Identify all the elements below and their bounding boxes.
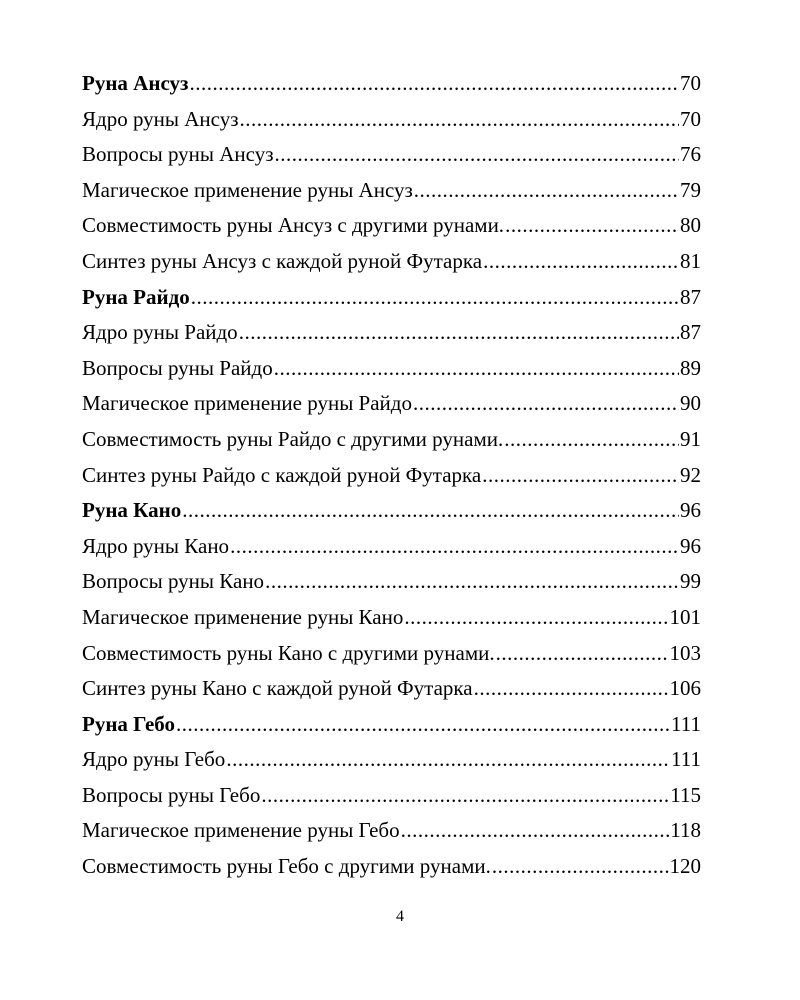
toc-entry[interactable] [82, 315, 701, 351]
dot-leader [176, 707, 670, 743]
toc-entry-title: Совместимость руны Кано с другими рунами. [82, 640, 495, 665]
toc-entry-page: 70 [680, 71, 701, 95]
dot-leader [274, 351, 679, 387]
toc-entry-page: 111 [671, 711, 701, 736]
toc-entry-title: Вопросы руны Гебо [82, 782, 261, 807]
toc-entry-page: 76 [680, 142, 701, 167]
dot-leader [265, 564, 679, 600]
toc-entry[interactable] [82, 600, 701, 636]
dot-leader [474, 671, 669, 707]
toc-entry[interactable] [82, 778, 701, 814]
dot-leader [505, 208, 679, 244]
toc-entry-title: Руна Гебо [82, 711, 175, 736]
toc-entry-page: 99 [680, 569, 701, 594]
toc-entry-title: Совместимость руны Гебо с другими рунами. [82, 854, 491, 879]
toc-entry-page: 79 [680, 177, 701, 202]
toc-entry[interactable] [82, 813, 701, 849]
toc-entry-page: 120 [669, 854, 701, 879]
toc-entry[interactable] [82, 742, 701, 778]
toc-entry-title: Синтез руны Ансуз с каждой руной Футарка [82, 248, 483, 273]
toc-entry[interactable] [82, 636, 701, 672]
toc-entry[interactable] [82, 102, 701, 138]
dot-leader [226, 742, 670, 778]
toc-entry-page: 96 [680, 533, 701, 558]
toc-entry-page: 115 [670, 782, 701, 807]
dot-leader [401, 813, 670, 849]
toc-entry-title: Совместимость руны Ансуз с другими рунами. [82, 213, 505, 238]
table-of-contents [82, 66, 701, 885]
dot-leader [189, 66, 679, 102]
toc-entry[interactable] [82, 244, 701, 280]
toc-entry-title: Ядро руны Райдо [82, 320, 238, 345]
toc-entry[interactable] [82, 208, 701, 244]
toc-entry[interactable] [82, 529, 701, 565]
toc-section-heading[interactable] [82, 493, 701, 529]
toc-entry-title: Синтез руны Кано с каждой руной Футарка [82, 676, 473, 701]
toc-entry-title: Магическое применение руны Кано [82, 604, 404, 629]
toc-entry-title: Вопросы руны Ансуз [82, 142, 274, 167]
toc-entry-title: Руна Кано [82, 498, 182, 523]
toc-entry-page: 87 [680, 284, 701, 309]
toc-entry-page: 111 [671, 747, 701, 772]
toc-entry-title: Совместимость руны Райдо с другими рунами. [82, 426, 504, 451]
dot-leader [182, 493, 679, 529]
toc-entry[interactable] [82, 137, 701, 173]
toc-entry-page: 106 [669, 676, 701, 701]
dot-leader [496, 636, 669, 672]
dot-leader [230, 529, 679, 565]
dot-leader [504, 422, 679, 458]
dot-leader [483, 244, 679, 280]
toc-entry[interactable] [82, 386, 701, 422]
toc-entry[interactable] [82, 458, 701, 494]
toc-entry-page: 92 [680, 462, 701, 487]
toc-entry-title: Вопросы руны Кано [82, 569, 265, 594]
dot-leader [191, 280, 679, 316]
toc-entry-page: 87 [680, 320, 701, 345]
toc-entry-page: 96 [680, 498, 701, 523]
toc-entry[interactable] [82, 173, 701, 209]
toc-entry[interactable] [82, 351, 701, 387]
toc-entry-page: 118 [670, 818, 701, 843]
toc-section-heading[interactable] [82, 280, 701, 316]
toc-entry-page: 91 [680, 426, 701, 451]
toc-entry[interactable] [82, 564, 701, 600]
toc-section-heading[interactable] [82, 707, 701, 743]
toc-entry-page: 80 [680, 213, 701, 238]
dot-leader [414, 173, 679, 209]
toc-entry-title: Руна Ансуз [82, 71, 189, 95]
toc-entry-page: 90 [680, 391, 701, 416]
toc-entry-page: 70 [680, 106, 701, 131]
toc-entry-page: 103 [669, 640, 701, 665]
dot-leader [239, 315, 679, 351]
toc-entry[interactable] [82, 422, 701, 458]
dot-leader [275, 137, 679, 173]
dot-leader [404, 600, 668, 636]
toc-entry[interactable] [82, 671, 701, 707]
toc-entry[interactable] [82, 849, 701, 885]
toc-entry-page: 81 [680, 248, 701, 273]
toc-section-heading[interactable] [82, 66, 701, 102]
toc-entry-page: 89 [680, 355, 701, 380]
dot-leader [261, 778, 669, 814]
dot-leader [413, 386, 679, 422]
toc-entry-title: Руна Райдо [82, 284, 190, 309]
dot-leader [482, 458, 679, 494]
page-number: 4 [396, 908, 404, 925]
toc-entry-title: Синтез руны Райдо с каждой руной Футарка [82, 462, 482, 487]
toc-entry-title: Магическое применение руны Ансуз [82, 177, 413, 202]
toc-entry-title: Ядро руны Ансуз [82, 106, 239, 131]
toc-entry-page: 101 [669, 604, 701, 629]
toc-entry-title: Ядро руны Гебо [82, 747, 226, 772]
toc-entry-title: Ядро руны Кано [82, 533, 230, 558]
toc-entry-title: Вопросы руны Райдо [82, 355, 273, 380]
dot-leader [492, 849, 669, 885]
toc-entry-title: Магическое применение руны Гебо [82, 818, 400, 843]
toc-entry-title: Магическое применение руны Райдо [82, 391, 412, 416]
dot-leader [240, 102, 679, 138]
